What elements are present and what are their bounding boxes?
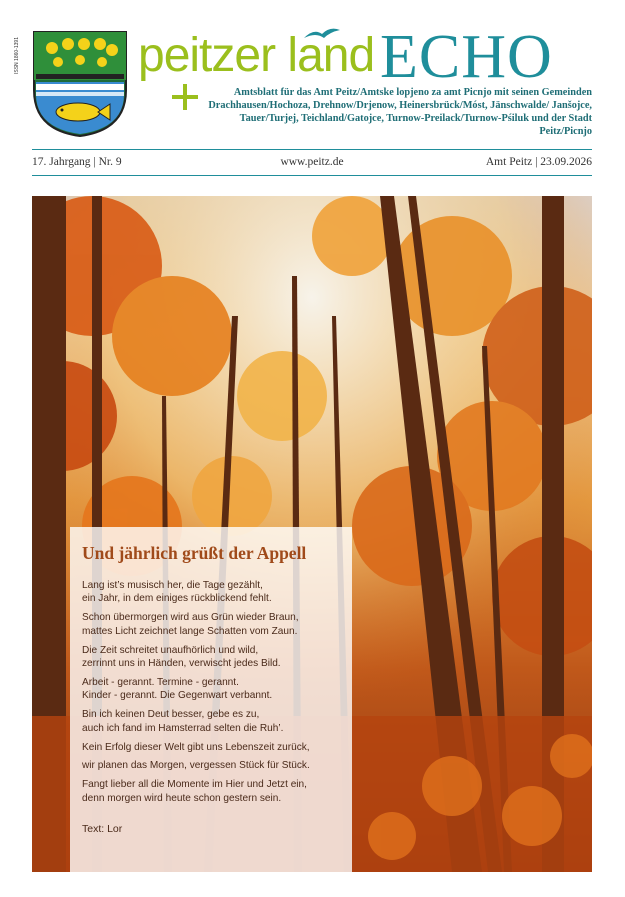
- title-peitzer-land: peitzer land: [138, 29, 375, 82]
- masthead-subtitle: Amtsblatt für das Amt Peitz/Amtske lopjeno za amt Picnjo mit seinen Gemeinden Drachhausen/Hochoza, Drehnow/Drjenow, Heinersbrück/Móst, Jänschwalde/ Janšojce, Tauer/Turjej, Teichland/Gatojce, Turnow-Preilack/Turnow-Pśiluk und der Stadt Peitz/Picnjo: [208, 87, 592, 137]
- poem-text: [82, 579, 348, 811]
- poem-stanza: [82, 644, 348, 671]
- poem-line: mattes Licht zeichnet lange Schatten vom Zaun.: [82, 625, 298, 637]
- poem-line: zerrinnt uns in Händen, verwischt jedes Bild.: [82, 658, 281, 670]
- issue-number: 17. Jahrgang | Nr. 9: [32, 156, 122, 168]
- plus-icon: [172, 84, 198, 110]
- coat-of-arms-icon: [32, 30, 128, 138]
- website-link[interactable]: www.peitz.de: [280, 156, 344, 168]
- divider-top: [32, 149, 592, 150]
- poem-line: Fangt lieber all die Momente im Hier und Jetzt ein,: [82, 779, 307, 791]
- poem-line: ein Jahr, in dem einiges rückblickend fehlt.: [82, 593, 272, 605]
- poem-line: Die Zeit schreitet unaufhörlich und wild,: [82, 644, 259, 656]
- poem-stanza: [82, 759, 348, 772]
- issue-date: Amt Peitz | 23.09.2026: [485, 156, 592, 168]
- poem-credit: Text: Lor: [82, 823, 123, 835]
- poem-line: Schon übermorgen wird aus Grün wieder Braun,: [82, 612, 299, 624]
- issn-label: ISSN 1860-1391: [14, 37, 20, 74]
- poem-title: Und jährlich grüßt der Appell: [82, 543, 307, 563]
- title-echo: ECHO: [380, 23, 553, 91]
- poem-line: Lang ist’s musisch her, die Tage gezählt,: [82, 580, 263, 591]
- poem-stanza: [82, 579, 348, 606]
- poem-line: Bin ich keinen Deut besser, gebe es zu,: [82, 709, 260, 721]
- poem-panel: [70, 527, 352, 872]
- poem-stanza: [82, 778, 348, 805]
- poem-stanza: [82, 708, 348, 735]
- poem-stanza: [82, 741, 348, 754]
- poem-stanza: [82, 676, 348, 703]
- divider-bottom: [32, 175, 592, 176]
- poem-line: auch ich fand im Hamsterrad selten die Ruh’.: [82, 722, 284, 734]
- info-bar: [32, 154, 592, 172]
- poem-line: Kein Erfolg dieser Welt gibt uns Lebenszeit zurück,: [82, 741, 310, 753]
- poem-stanza: [82, 611, 348, 638]
- poem-line: Kinder - gerannt. Die Gegenwart verbannt.: [82, 690, 273, 702]
- poem-line: denn morgen wird heute schon gestern sein.: [82, 792, 282, 804]
- poem-line: wir planen das Morgen, vergessen Stück für Stück.: [82, 760, 310, 772]
- poem-line: Arbeit - gerannt. Termine - gerannt.: [82, 676, 239, 688]
